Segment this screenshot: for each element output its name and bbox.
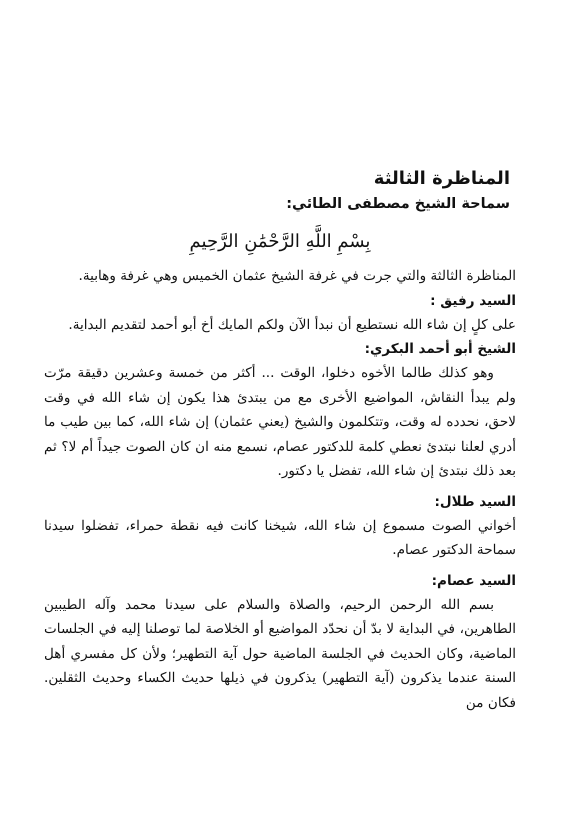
- speaker-label-abu-ahmad: الشيخ أبو أحمد البكري:: [364, 341, 516, 357]
- paragraph-rafiq: على كلٍ إن شاء الله نستطيع أن نبدأ الآن ولكم المايك أخ أبو أحمد لتقديم البداية.: [68, 316, 516, 333]
- speaker-label-issam: السيد عصام:: [431, 572, 516, 589]
- paragraph-issam: بسم الله الرحمن الرحيم، والصلاة والسلام على سيدنا محمد وآله الطيبين الطاهرين، في البداية لا بدّ أن نحدّد المواضيع أو الخلاصة لما توصلنا إليه في الجلسات الماضية، وكان الحديث في الجلسة الماضية حول آية التطهير؛ ولأن كل مفسري أهل السنة عندما يذكرون (آية التطهير) يذكرون في ذيلها حديث الكساء وحديث الثقلين. فكان من: [44, 596, 516, 711]
- page-text: [44, 166, 516, 715]
- speaker-label-rafiq: السيد رفيق :: [430, 292, 516, 309]
- basmala-calligraphy: بِسْمِ اللَّهِ الرَّحْمَٰنِ الرَّحِيمِ: [189, 231, 371, 252]
- paragraph-abu-ahmad: وهو كذلك طالما الأخوه دخلوا، الوقت ... أكثر من خمسة وعشرين دقيقة مرّت ولم يبدأ النقاش، المواضيع الأخرى مع من يبتدئ هذا يكون إن شاء الله في وقت لاحق، نحدده له وقت، وتتكلمون والشيخ (يعني عثمان) إن شاء الله، كما بين طيب ما أدري لعلنا نبتدئ نعطي كلمة للدكتور عصام، نسمع منه ان كان الصوت جيداً أم لا؟ ثم بعد ذلك نبتدئ إن شاء الله، تفضل يا دكتور.: [44, 365, 516, 479]
- paragraph-talal: أخواني الصوت مسموع إن شاء الله، شيخنا كانت فيه نقطة حمراء، تفضلوا سيدنا سماحة الدكتور عصام.: [44, 517, 516, 558]
- speaker-label-talal: السيد طلال:: [434, 493, 516, 510]
- chapter-title: المناظرة الثالثة: [373, 168, 510, 189]
- chapter-subtitle: سماحة الشيخ مصطفى الطائي:: [286, 196, 510, 212]
- intro-paragraph: المناظرة الثالثة والتي جرت في غرفة الشيخ عثمان الخميس وهي غرفة وهابية.: [78, 268, 516, 284]
